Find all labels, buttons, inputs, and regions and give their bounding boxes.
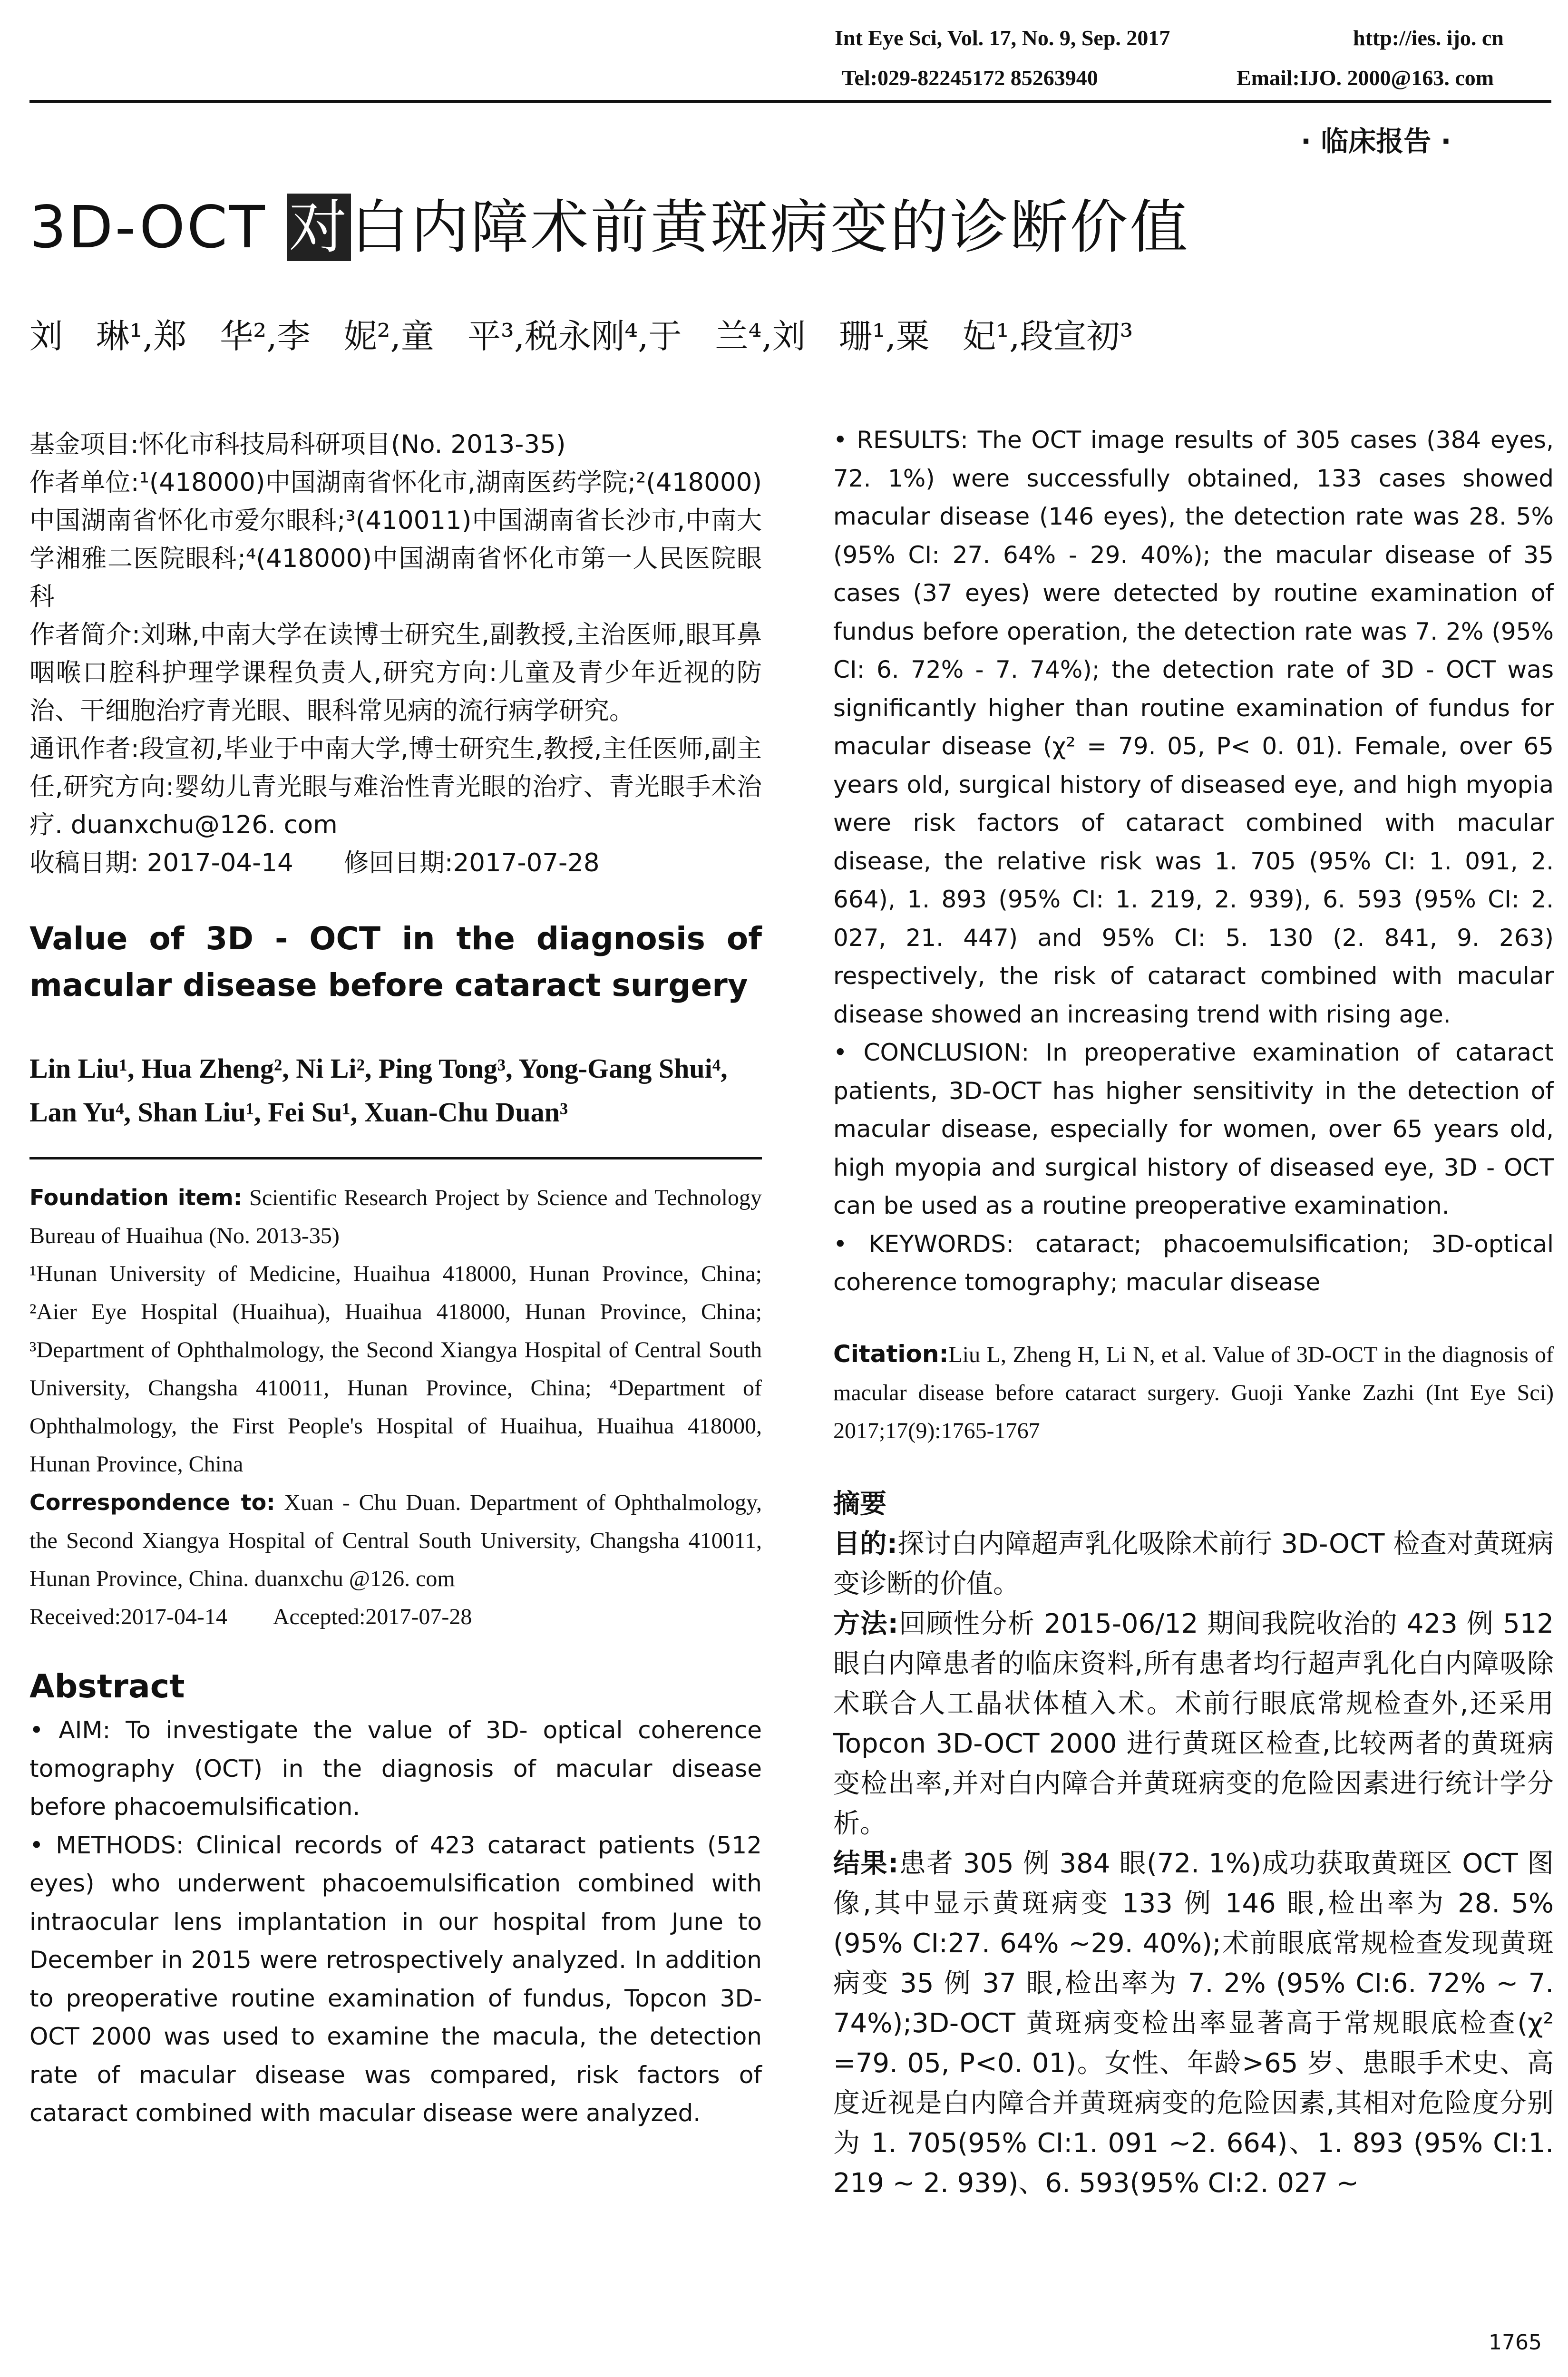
method-cn: [833, 1604, 1554, 1844]
correspondence-text: Xuan - Chu Duan. Department of Ophthalmology, the Second Xiangya Hospital of Central South University, Changsha 410011, Hunan Province, China. duanxchu @126. com: [29, 1490, 762, 1591]
journal-info: Int Eye Sci, Vol. 17, No. 9, Sep. 2017: [835, 26, 1170, 50]
foundation-label: Foundation item:: [29, 1185, 243, 1210]
bio-cn: 作者简介:刘琳,中南大学在读博士研究生,副教授,主治医师,眼耳鼻咽喉口腔科护理学课程负责人,研究方向:儿童及青少年近视的防治、干细胞治疗青光眼、眼科常见病的流行病学研究。: [29, 620, 762, 725]
purpose-cn: [833, 1524, 1554, 1604]
citation: [833, 1335, 1554, 1450]
abstract-heading: Abstract: [29, 1668, 185, 1705]
correspondence-cn: 通讯作者:段宣初,毕业于中南大学,博士研究生,教授,主任医师,副主任,研究方向:婴幼儿青光眼与难治性青光眼的治疗、青光眼手术治疗. duanxchu@126. com: [29, 734, 762, 839]
title-prefix: 3D-OCT: [29, 194, 287, 261]
journal-email[interactable]: Email:IJO. 2000@163. com: [1237, 66, 1494, 90]
result-text: 患者 305 例 384 眼(72. 1%)成功获取黄斑区 OCT 图像,其中显示黄斑病变 133 例 146 眼,检出率为 28. 5% (95% CI:27. 64% ~29. 40%);术前眼底常规检查发现黄斑病变 35 例 37 眼,检出率为 7. 2% (95% CI:6. 72% ~ 7. 74%);3D-OCT 黄斑病变检出率显著高于常规眼底检查(χ² =79. 05, P<0. 01)。女性、年龄>65 岁、患眼手术史、高度近视是白内障合并黄斑病变的危险因素,其相对危险度分别为 1. 705(95% CI:1. 091 ~2. 664)、1. 893 (95% CI:1. 219 ~ 2. 939)、6. 593(95% CI:2. 027 ~: [833, 1848, 1554, 2199]
abstract-results: • RESULTS: The OCT image results of 305 cases (384 eyes, 72. 1%) were successfully obtained, 133 cases showed macular disease (146 eyes), the detection rate was 28. 5% (95% CI: 27. 64% - 29. 40%); the macular disease of 35 cases (37 eyes) were detected by routine examination of fundus before operation, the detection rate was 7. 2% (95% CI: 6. 72% - 7. 74%); the detection rate of 3D - OCT was significantly higher than routine examination of fundus for macular disease (χ² = 79. 05, P< 0. 01). Female, over 65 years old, surgical history of diseased eye, and high myopia were risk factors of cataract combined with macular disease, the relative risk was 1. 705 (95% CI: 1. 091, 2. 664), 1. 893 (95% CI: 1. 219, 2. 939), 6. 593 (95% CI: 2. 027, 21. 447) and 95% CI: 5. 130 (2. 841, 9. 263) respectively, the risk of cataract combined with macular disease showed an increasing trend with rising age.: [833, 426, 1554, 1028]
result-label: 结果:: [833, 1848, 899, 1879]
right-column: [833, 421, 1554, 2203]
citation-label: Citation:: [833, 1340, 949, 1368]
abstract-aim: • AIM: To investigate the value of 3D- optical coherence tomography (OCT) in the diagnosis of macular disease before phacoemulsification.: [29, 1716, 762, 1821]
abstract-cn-heading: 摘要: [833, 1488, 886, 1520]
page-number: 1765: [1489, 2330, 1542, 2355]
correspondence-en: [29, 1483, 762, 1598]
left-column: [29, 426, 762, 2133]
abstract-keywords: • KEYWORDS: cataract; phacoemulsification; 3D-optical coherence tomography; macular disease: [833, 1230, 1554, 1296]
abstract-methods: • METHODS: Clinical records of 423 cataract patients (512 eyes) who underwent phacoemulsification combined with intraocular lens implantation in our hospital from June to December in 2015 were retrospectively analyzed. In addition to preoperative routine examination of fundus, Topcon 3D-OCT 2000 was used to examine the macula, the detection rate of macular disease was compared, risk factors of cataract combined with macular disease were analyzed.: [29, 1831, 762, 2127]
english-title: Value of 3D - OCT in the diagnosis of macular disease before cataract surgery: [29, 920, 762, 1003]
divider: [29, 1157, 762, 1159]
affiliation-en: ¹Hunan University of Medicine, Huaihua 418000, Hunan Province, China; ²Aier Eye Hospital (Huaihua), Huaihua 418000, Hunan Province, China; ³Department of Ophthalmology, the Second Xiangya Hospital of Central South University, Changsha 410011, Hunan Province, China; ⁴Department of Ophthalmology, the First People's Hospital of Huaihua, Huaihua 418000, Hunan Province, China: [29, 1261, 762, 1477]
foundation-en: [29, 1179, 762, 1255]
result-cn: [833, 1844, 1554, 2203]
foundation-text: Scientific Research Project by Science and Technology Bureau of Huaihua (No. 2013-35): [29, 1185, 762, 1248]
authors-cn: 刘 琳¹,郑 华²,李 妮²,童 平³,税永刚⁴,于 兰⁴,刘 珊¹,粟 妃¹,段宣初³: [29, 317, 1133, 356]
journal-tel: Tel:029-82245172 85263940: [842, 66, 1098, 90]
affiliation-cn: 作者单位:¹(418000)中国湖南省怀化市,湖南医药学院;²(418000)中国湖南省怀化市爱尔眼科;³(410011)中国湖南省长沙市,中南大学湘雅二医院眼科;⁴(418000)中国湖南省怀化市第一人民医院眼科: [29, 468, 762, 611]
page-title: [29, 194, 1190, 261]
abstract-conclusion: • CONCLUSION: In preoperative examination of cataract patients, 3D-OCT has higher sensitivity in the detection of macular disease, especially for women, over 65 years old, high myopia and surgical history of diseased eye, 3D - OCT can be used as a routine preoperative examination.: [833, 1039, 1554, 1219]
method-text: 回顾性分析 2015-06/12 期间我院收治的 423 例 512 眼白内障患者的临床资料,所有患者均行超声乳化白内障吸除术联合人工晶状体植入术。术前行眼底常规检查外,还采用 Topcon 3D-OCT 2000 进行黄斑区检查,比较两者的黄斑病变检出率,并对白内障合并黄斑病变的危险因素进行统计学分析。: [833, 1608, 1554, 1839]
section-label: · 临床报告 ·: [1301, 125, 1451, 157]
purpose-label: 目的:: [833, 1528, 897, 1559]
received-en: Received:2017-04-14 Accepted:2017-07-28: [29, 1604, 472, 1629]
correspondence-label: Correspondence to:: [29, 1490, 275, 1515]
title-highlight: 对: [287, 194, 351, 261]
title-rest: 白内障术前黄斑病变的诊断价值: [351, 194, 1190, 261]
authors-en: Lin Liu¹, Hua Zheng², Ni Li², Ping Tong³, Yong-Gang Shui⁴, Lan Yu⁴, Shan Liu¹, Fei Su¹, Xuan-Chu Duan³: [29, 1053, 728, 1128]
dates-cn: 收稿日期: 2017-04-14 修回日期:2017-07-28: [29, 848, 600, 877]
journal-url[interactable]: http://ies. ijo. cn: [1353, 26, 1504, 50]
funding-cn: 基金项目:怀化市科技局科研项目(No. 2013-35): [29, 430, 566, 459]
purpose-text: 探讨白内障超声乳化吸除术前行 3D-OCT 检查对黄斑病变诊断的价值。: [833, 1528, 1554, 1599]
citation-text: Liu L, Zheng H, Li N, et al. Value of 3D-OCT in the diagnosis of macular disease before cataract surgery. Guoji Yanke Zazhi (Int Eye Sci) 2017;17(9):1765-1767: [833, 1342, 1554, 1443]
header-rule: [29, 100, 1551, 103]
method-label: 方法:: [833, 1608, 898, 1639]
